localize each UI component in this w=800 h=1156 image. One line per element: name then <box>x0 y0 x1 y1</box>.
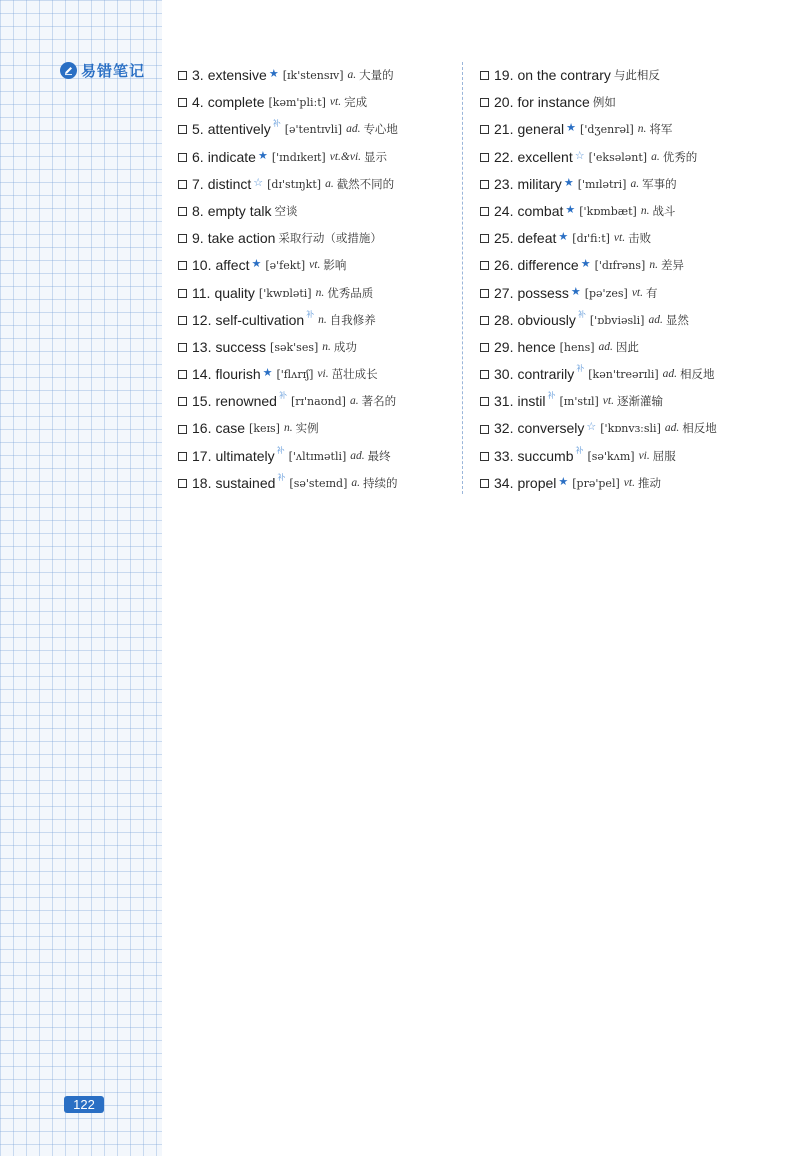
entry-meaning: 例如 <box>592 95 616 110</box>
entry-phonetic: [dɪ'fiːt] <box>572 232 610 246</box>
star-icon: ★ <box>558 474 569 488</box>
checkbox-icon[interactable] <box>480 207 489 216</box>
entry-part-of-speech: n. <box>315 286 325 299</box>
entry-meaning: 显然 <box>665 312 689 327</box>
vocab-entry <box>480 280 790 307</box>
vocab-entry <box>178 388 458 415</box>
entry-phonetic: ['ɒbviəsli] <box>589 313 645 327</box>
entry-part-of-speech: vi. <box>317 368 329 381</box>
entry-word: conversely <box>517 420 585 437</box>
checkbox-icon[interactable] <box>480 71 489 80</box>
entry-part-of-speech: a. <box>325 177 334 190</box>
entry-part-of-speech: vt. <box>602 395 614 408</box>
star-icon: ★ <box>570 284 581 298</box>
entry-word: sustained <box>215 474 276 491</box>
entry-meaning: 完成 <box>344 95 368 110</box>
entry-word: distinct <box>207 175 252 192</box>
entry-word: difference <box>517 257 579 274</box>
entry-number: 31. <box>494 393 514 410</box>
vocab-entry <box>178 334 458 361</box>
vocab-entry <box>480 443 790 470</box>
entry-phonetic: [pə'zes] <box>584 286 628 300</box>
star-icon: ★ <box>565 202 576 216</box>
entry-number: 16. <box>192 420 212 437</box>
vocab-entry <box>178 144 458 171</box>
entry-number: 6. <box>192 148 204 165</box>
entry-meaning: 影响 <box>323 258 347 273</box>
vocab-entry <box>178 89 458 116</box>
vocab-entry <box>480 388 790 415</box>
entry-number: 25. <box>494 230 514 247</box>
checkbox-icon[interactable] <box>480 343 489 352</box>
entry-number: 23. <box>494 175 514 192</box>
entry-word: combat <box>517 202 564 219</box>
entry-number: 18. <box>192 474 212 491</box>
entry-part-of-speech: n. <box>637 123 647 136</box>
checkbox-icon[interactable] <box>480 125 489 134</box>
entry-phonetic: ['flʌrɪʃ] <box>276 368 314 382</box>
entry-phonetic: [sək'ses] <box>270 340 319 354</box>
entry-part-of-speech: a. <box>651 150 660 163</box>
entry-phonetic: [kəm'pliːt] <box>268 96 326 110</box>
entry-word: take action <box>207 230 276 247</box>
entry-phonetic: [hens] <box>559 340 595 354</box>
notes-header <box>60 60 145 81</box>
vocab-list-left <box>178 62 458 497</box>
entry-part-of-speech: a. <box>351 476 361 489</box>
entry-phonetic: [prə'pel] <box>572 476 620 490</box>
entry-number: 27. <box>494 284 514 301</box>
vocab-entry <box>480 361 790 388</box>
star-icon: ★ <box>262 366 273 380</box>
checkbox-icon[interactable] <box>480 234 489 243</box>
entry-number: 15. <box>192 393 212 410</box>
entry-part-of-speech: ad. <box>350 449 365 462</box>
entry-part-of-speech: n. <box>640 204 650 217</box>
checkbox-icon[interactable] <box>480 261 489 270</box>
entry-meaning: 自我修养 <box>329 312 376 327</box>
entry-word: succumb <box>517 447 574 464</box>
checkbox-icon[interactable] <box>480 425 489 434</box>
entry-number: 22. <box>494 148 514 165</box>
entry-meaning: 持续的 <box>363 475 398 490</box>
vocab-entry <box>480 252 790 279</box>
entry-part-of-speech: vt. <box>631 286 643 299</box>
entry-meaning: 差异 <box>660 258 684 273</box>
checkbox-icon[interactable] <box>480 479 489 488</box>
checkbox-icon[interactable] <box>480 289 489 298</box>
entry-number: 10. <box>192 257 212 274</box>
entry-part-of-speech: vt. <box>309 259 321 272</box>
vocab-entry <box>480 62 790 89</box>
checkbox-icon[interactable] <box>480 370 489 379</box>
star-icon: ☆ <box>574 148 585 162</box>
entry-phonetic: ['ɪndɪkeɪt] <box>271 150 326 164</box>
entry-part-of-speech: n. <box>649 259 658 272</box>
checkbox-icon[interactable] <box>178 261 187 270</box>
star-icon: ★ <box>558 230 569 244</box>
checkbox-icon[interactable] <box>480 452 489 461</box>
entry-word: propel <box>517 474 557 491</box>
checkbox-icon[interactable] <box>178 234 187 243</box>
entry-meaning: 优秀品质 <box>327 285 374 300</box>
entry-part-of-speech: a. <box>347 69 357 81</box>
entry-meaning: 战斗 <box>652 203 676 218</box>
entry-phonetic: [ɪk'stensɪv] <box>282 69 344 82</box>
entry-part-of-speech: ad. <box>664 422 680 435</box>
entry-meaning: 空谈 <box>274 203 298 218</box>
entry-word: hence <box>517 338 556 355</box>
vocab-entry <box>480 116 790 143</box>
star-icon: 补 <box>575 445 584 455</box>
entry-word: general <box>517 121 565 138</box>
entry-number: 29. <box>494 338 514 355</box>
checkbox-icon[interactable] <box>178 452 187 461</box>
entry-meaning: 采取行动（或措施） <box>278 231 382 246</box>
entry-meaning: 成功 <box>333 339 357 354</box>
entry-word: renowned <box>215 393 277 410</box>
star-icon: ★ <box>268 67 279 80</box>
checkbox-icon[interactable] <box>178 207 187 216</box>
vocab-entry <box>178 307 458 334</box>
entry-number: 33. <box>494 447 514 464</box>
entry-phonetic: ['dɪfrəns] <box>594 259 646 273</box>
vocab-entry <box>480 334 790 361</box>
entry-part-of-speech: vt. <box>329 96 342 109</box>
star-icon: ★ <box>566 121 577 135</box>
entry-number: 9. <box>192 230 204 247</box>
entry-phonetic: ['kɒnvɜːsli] <box>600 422 661 436</box>
entry-phonetic: [ə'fekt] <box>265 259 306 273</box>
entry-meaning: 相反地 <box>682 421 717 436</box>
entry-phonetic: ['dʒenrəl] <box>580 123 634 137</box>
vocab-entry <box>178 470 458 497</box>
star-icon: ★ <box>251 257 262 271</box>
entry-word: case <box>215 420 246 437</box>
checkbox-icon[interactable] <box>480 180 489 189</box>
star-icon: 补 <box>276 445 285 455</box>
entry-phonetic: [sə'kʌm] <box>587 449 635 463</box>
vocab-entry <box>480 307 790 334</box>
entry-number: 21. <box>494 121 514 138</box>
checkbox-icon[interactable] <box>178 370 187 379</box>
entry-part-of-speech: n. <box>322 340 331 353</box>
checkbox-icon[interactable] <box>178 180 187 189</box>
vocab-entry <box>178 198 458 225</box>
entry-word: self-cultivation <box>215 311 305 328</box>
entry-part-of-speech: n. <box>283 422 293 435</box>
entry-number: 32. <box>494 420 514 437</box>
checkbox-icon[interactable] <box>178 98 187 107</box>
entry-meaning: 与此相反 <box>613 68 660 82</box>
star-icon: 补 <box>577 309 586 319</box>
entry-word: attentively <box>207 121 271 138</box>
vocab-entry <box>480 415 790 442</box>
entry-part-of-speech: ad. <box>598 340 613 353</box>
vocab-entry <box>178 361 458 388</box>
checkbox-icon[interactable] <box>178 343 187 352</box>
vocab-list-right <box>480 62 790 497</box>
entry-word: excellent <box>517 148 573 165</box>
vocab-entry <box>480 144 790 171</box>
vocab-entry <box>480 89 790 116</box>
entry-number: 20. <box>494 94 514 111</box>
entry-meaning: 屈服 <box>652 448 676 463</box>
page-number: 122 <box>64 1096 104 1113</box>
star-icon: 补 <box>576 364 585 374</box>
entry-phonetic: [ɪn'stɪl] <box>559 395 599 409</box>
entry-number: 34. <box>494 474 514 491</box>
entry-word: indicate <box>207 148 256 165</box>
entry-part-of-speech: ad. <box>648 313 663 326</box>
star-icon: ★ <box>580 257 591 271</box>
entry-phonetic: ['kwɒləti] <box>258 286 312 300</box>
entry-word: on the contrary <box>517 67 611 83</box>
checkbox-icon[interactable] <box>480 153 489 162</box>
star-icon: 补 <box>547 391 556 401</box>
entry-meaning: 军事的 <box>642 176 677 191</box>
entry-meaning: 最终 <box>367 448 391 463</box>
star-icon: ★ <box>563 175 574 189</box>
checkbox-icon[interactable] <box>178 71 187 80</box>
vocab-entry <box>178 62 458 89</box>
entry-number: 5. <box>192 121 204 138</box>
entry-phonetic: ['ʌltɪmətli] <box>288 449 347 463</box>
entry-part-of-speech: ad. <box>346 123 361 136</box>
entry-meaning: 因此 <box>615 339 639 354</box>
entry-phonetic: ['eksələnt] <box>588 150 648 164</box>
checkbox-icon[interactable] <box>178 316 187 325</box>
vocab-entry <box>480 198 790 225</box>
entry-part-of-speech: n. <box>318 313 327 326</box>
entry-word: contrarily <box>517 366 575 383</box>
entry-word: possess <box>517 284 569 301</box>
entry-phonetic: [kən'treərɪli] <box>588 368 659 382</box>
notes-title: 易错笔记 <box>81 62 146 80</box>
vocab-entry <box>480 171 790 198</box>
entry-word: defeat <box>517 230 557 247</box>
entry-phonetic: [rɪ'naʊnd] <box>290 395 346 409</box>
entry-phonetic: ['kɒmbæt] <box>579 204 637 218</box>
entry-part-of-speech: vt. <box>623 476 635 489</box>
entry-number: 19. <box>494 67 514 83</box>
entry-meaning: 有 <box>646 285 658 300</box>
entry-word: quality <box>214 284 255 301</box>
entry-meaning: 优秀的 <box>662 149 698 164</box>
entry-part-of-speech: a. <box>630 177 640 190</box>
vocab-entry <box>178 443 458 470</box>
star-icon: 补 <box>277 472 286 482</box>
entry-word: complete <box>207 94 265 111</box>
star-icon: 补 <box>272 119 281 129</box>
entry-number: 11. <box>192 284 211 301</box>
checkbox-icon[interactable] <box>178 479 187 488</box>
star-icon: 补 <box>278 391 287 401</box>
entry-phonetic: [ə'tentɪvli] <box>284 123 343 137</box>
entry-meaning: 将军 <box>649 122 673 137</box>
entry-meaning: 逐渐灌输 <box>616 394 663 409</box>
vocab-entry <box>178 252 458 279</box>
entry-number: 12. <box>192 311 212 328</box>
vocab-entry <box>178 225 458 252</box>
entry-part-of-speech: vt. <box>613 232 626 245</box>
pencil-icon <box>60 62 77 79</box>
checkbox-icon[interactable] <box>178 425 187 434</box>
checkbox-icon[interactable] <box>480 316 489 325</box>
checkbox-icon[interactable] <box>178 153 187 162</box>
entry-word: empty talk <box>207 202 272 219</box>
vocab-entry <box>480 470 790 497</box>
grid-margin <box>0 0 162 1156</box>
entry-meaning: 茁壮成长 <box>331 367 378 382</box>
vocab-entry <box>480 225 790 252</box>
entry-number: 4. <box>192 94 204 111</box>
entry-number: 13. <box>192 338 212 355</box>
star-icon: ☆ <box>586 420 597 434</box>
entry-phonetic: [dɪ'stɪŋkt] <box>267 177 322 191</box>
entry-phonetic: ['mɪlətri] <box>577 177 627 191</box>
entry-part-of-speech: vt.&vi. <box>329 150 362 163</box>
entry-number: 17. <box>192 447 212 464</box>
checkbox-icon[interactable] <box>178 125 187 134</box>
entry-word: success <box>215 338 267 355</box>
entry-meaning: 大量的 <box>359 68 394 82</box>
entry-number: 8. <box>192 202 204 219</box>
entry-meaning: 实例 <box>295 421 319 436</box>
star-icon: ☆ <box>253 175 264 189</box>
star-icon: 补 <box>306 309 315 319</box>
entry-part-of-speech: ad. <box>662 368 678 381</box>
entry-word: for instance <box>517 94 590 111</box>
entry-word: flourish <box>215 366 261 383</box>
entry-word: military <box>517 175 562 192</box>
entry-meaning: 推动 <box>637 475 661 490</box>
entry-part-of-speech: vi. <box>638 449 650 462</box>
entry-phonetic: [sə'steɪnd] <box>289 476 348 490</box>
entry-meaning: 击败 <box>628 231 652 246</box>
entry-number: 30. <box>494 366 514 383</box>
vocab-entry <box>178 116 458 143</box>
vocab-entry <box>178 280 458 307</box>
checkbox-icon[interactable] <box>480 397 489 406</box>
entry-word: affect <box>215 257 250 274</box>
entry-meaning: 显示 <box>364 149 388 164</box>
entry-word: instil <box>517 393 546 410</box>
entry-number: 14. <box>192 366 212 383</box>
entry-word: obviously <box>517 311 576 328</box>
checkbox-icon[interactable] <box>480 98 489 107</box>
entry-word: ultimately <box>215 447 275 464</box>
vocab-entry <box>178 171 458 198</box>
column-divider <box>462 62 463 494</box>
star-icon: ★ <box>257 148 268 162</box>
entry-number: 26. <box>494 257 514 274</box>
entry-meaning: 相反地 <box>680 367 715 382</box>
entry-part-of-speech: a. <box>349 395 359 408</box>
vocab-entry <box>178 415 458 442</box>
entry-number: 24. <box>494 202 514 219</box>
entry-number: 28. <box>494 311 514 328</box>
entry-meaning: 专心地 <box>363 122 398 137</box>
entry-word: extensive <box>207 67 267 83</box>
entry-phonetic: [keɪs] <box>249 422 280 436</box>
checkbox-icon[interactable] <box>178 289 187 298</box>
entry-meaning: 著名的 <box>361 394 397 409</box>
entry-number: 3. <box>192 67 204 83</box>
checkbox-icon[interactable] <box>178 397 187 406</box>
entry-number: 7. <box>192 175 204 192</box>
entry-meaning: 截然不同的 <box>336 176 395 191</box>
